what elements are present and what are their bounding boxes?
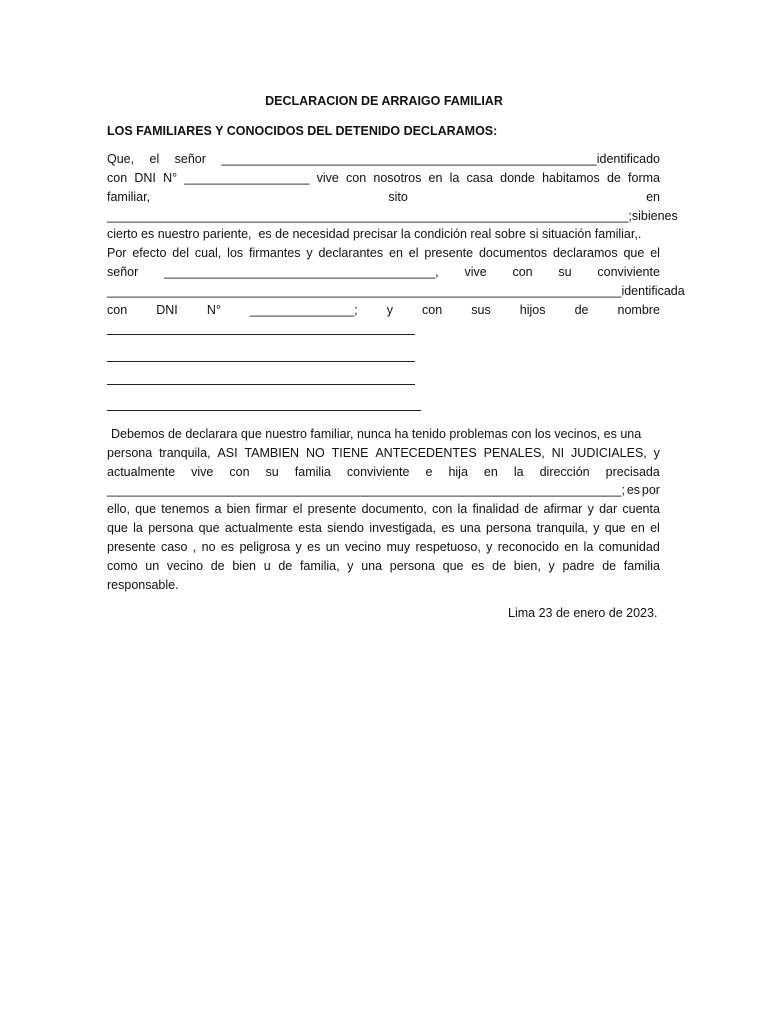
- word: que: [135, 502, 157, 516]
- word: tenemos: [161, 502, 210, 516]
- word: la: [449, 171, 460, 185]
- word: que: [107, 521, 128, 535]
- word: un: [145, 559, 160, 573]
- word: familia,: [299, 559, 340, 573]
- word: bien: [226, 502, 251, 516]
- word: con: [229, 465, 250, 479]
- word: con: [432, 502, 453, 516]
- word: documentos: [478, 246, 548, 260]
- word: __________________________________________________________________________: [107, 284, 622, 298]
- word: reconocido: [497, 540, 559, 554]
- word: de: [210, 559, 225, 573]
- word: la: [583, 540, 594, 554]
- word: su: [265, 465, 279, 479]
- p2-line-7: [107, 538, 660, 557]
- word: bien: [640, 209, 665, 223]
- word: donde: [500, 171, 535, 185]
- p1-line-8: [107, 282, 685, 301]
- word: conviviente: [346, 465, 410, 479]
- word: en: [428, 171, 443, 185]
- word: sito: [388, 190, 408, 204]
- word: no: [201, 540, 216, 554]
- word: el: [650, 246, 660, 260]
- word: es: [626, 483, 641, 497]
- word: y: [593, 521, 600, 535]
- word: ______________________________________________________identificado: [221, 152, 660, 166]
- word: padre: [562, 559, 595, 573]
- word: la: [513, 465, 524, 479]
- word: caso: [161, 540, 188, 554]
- children-name-line-1: [107, 334, 415, 335]
- word: sus: [471, 303, 491, 317]
- word: que: [604, 521, 626, 535]
- word: y: [548, 559, 555, 573]
- word: __________________________________________________________________________;: [107, 483, 625, 497]
- word: NO: [305, 446, 325, 460]
- word: e: [425, 465, 433, 479]
- word: y: [653, 446, 660, 460]
- word: ANTECEDENTES: [375, 446, 477, 460]
- word: nosotros: [373, 171, 422, 185]
- word: en: [630, 521, 645, 535]
- word: señor: [174, 152, 206, 166]
- p2-line-8: [107, 557, 660, 576]
- word: de: [606, 171, 621, 185]
- word: con: [422, 303, 443, 317]
- word: cuenta: [622, 502, 660, 516]
- word: ___________________________________________________________________________;: [107, 209, 632, 223]
- word: el: [408, 246, 419, 260]
- word: actualmente: [107, 465, 176, 479]
- word: persona: [107, 446, 153, 460]
- word: declaramos: [552, 246, 618, 260]
- word: y: [306, 246, 313, 260]
- word: presente: [107, 540, 156, 554]
- word: JUDICIALES,: [571, 446, 647, 460]
- word: conviviente: [597, 265, 660, 279]
- word: firmar: [255, 502, 288, 516]
- p1-line-1: [107, 150, 660, 169]
- p2-line-4: [107, 481, 660, 500]
- word: una: [361, 559, 383, 573]
- word: como: [107, 559, 138, 573]
- word: _______________________________________,: [164, 265, 439, 279]
- word: y: [347, 559, 354, 573]
- word: el: [149, 152, 160, 166]
- word: respetuoso,: [415, 540, 481, 554]
- word: vive: [316, 171, 339, 185]
- word: habitamos: [542, 171, 600, 185]
- word: NI: [551, 446, 565, 460]
- word: u: [263, 559, 271, 573]
- word: y: [295, 540, 302, 554]
- word: comunidad: [598, 540, 660, 554]
- word: vecino: [344, 540, 382, 554]
- word: vecino: [166, 559, 204, 573]
- children-name-line-3: [107, 384, 415, 385]
- word: TIENE: [331, 446, 369, 460]
- word: de: [602, 559, 617, 573]
- word: y: [587, 502, 594, 516]
- word: N°: [163, 171, 178, 185]
- word: ,: [192, 540, 197, 554]
- word: DNI: [134, 171, 156, 185]
- p1-line-6: [107, 244, 660, 263]
- word: de: [278, 559, 293, 573]
- word: tranquila,: [536, 521, 588, 535]
- word: vive: [464, 265, 487, 279]
- word: declarantes: [318, 246, 384, 260]
- word: persona: [148, 521, 194, 535]
- word: y: [486, 540, 493, 554]
- word: nombre: [617, 303, 660, 317]
- p1-line-5: cierto es nuestro pariente, es de necesidad precisar la condición real sobre si situación familiar,.: [107, 227, 642, 241]
- children-name-line-2: [107, 361, 415, 362]
- word: de: [524, 502, 539, 516]
- children-name-line-4: [107, 410, 421, 411]
- word: hijos: [519, 303, 546, 317]
- word: _______________;: [249, 303, 358, 317]
- word: si: [631, 209, 641, 223]
- word: que: [442, 559, 464, 573]
- word: el: [292, 502, 303, 516]
- word: firmantes: [249, 246, 301, 260]
- word: casa: [466, 171, 493, 185]
- word: vive: [191, 465, 214, 479]
- word: __________________: [184, 171, 310, 185]
- word: que: [623, 246, 645, 260]
- word: PENALES,: [483, 446, 545, 460]
- word: esta: [298, 521, 322, 535]
- document-subtitle: LOS FAMILIARES Y CONOCIDOS DEL DETENIDO DECLARAMOS:: [107, 124, 498, 138]
- document-title: DECLARACION DE ARRAIGO FAMILIAR: [265, 94, 503, 108]
- word: investigada,: [369, 521, 437, 535]
- word: es: [664, 209, 678, 223]
- word: Que,: [107, 152, 135, 166]
- p2-line-3: [107, 463, 660, 482]
- word: con: [346, 171, 367, 185]
- word: que: [198, 521, 220, 535]
- word: bien: [232, 559, 256, 573]
- word: en: [564, 540, 579, 554]
- word: es: [220, 540, 235, 554]
- word: peligrosa: [239, 540, 291, 554]
- p2-line-1: Debemos de declarara que nuestro familiar, nunca ha tenido problemas con los vecinos, es una: [111, 427, 642, 441]
- word: el: [650, 521, 660, 535]
- word: a: [214, 502, 222, 516]
- p2-line-6: [107, 519, 660, 538]
- word: la: [457, 502, 468, 516]
- word: ASI: [217, 446, 238, 460]
- p2-line-2: [107, 444, 660, 463]
- word: DNI: [156, 303, 178, 317]
- word: ello,: [107, 502, 130, 516]
- word: con: [512, 265, 533, 279]
- word: actualmente: [224, 521, 293, 535]
- p1-line-3: [107, 188, 660, 207]
- word: siendo: [327, 521, 365, 535]
- word: N°: [206, 303, 221, 317]
- word: señor: [107, 265, 139, 279]
- p1-line-7: [107, 263, 660, 282]
- word: la: [133, 521, 143, 535]
- word: en: [646, 190, 660, 204]
- word: persona: [485, 521, 532, 535]
- word: precisada: [605, 465, 660, 479]
- word: documento,: [361, 502, 427, 516]
- p2-line-5: [107, 500, 660, 519]
- word: presente: [307, 502, 357, 516]
- word: identificada: [621, 284, 685, 298]
- word: tranquila,: [159, 446, 211, 460]
- word: su: [558, 265, 572, 279]
- word: TAMBIEN: [244, 446, 300, 460]
- p1-line-9: [107, 301, 660, 320]
- word: con: [107, 303, 128, 317]
- word: en: [483, 465, 498, 479]
- word: cual,: [194, 246, 222, 260]
- word: una: [459, 521, 481, 535]
- word: por: [641, 483, 660, 497]
- word: familia: [294, 465, 331, 479]
- word: persona: [389, 559, 435, 573]
- word: de: [492, 559, 507, 573]
- word: presente: [424, 246, 474, 260]
- document-date: Lima 23 de enero de 2023.: [508, 606, 658, 620]
- word: es: [471, 559, 485, 573]
- word: dar: [599, 502, 618, 516]
- word: en: [389, 246, 403, 260]
- word: de: [574, 303, 589, 317]
- p1-line-4: [107, 207, 678, 226]
- word: bien,: [513, 559, 541, 573]
- word: finalidad: [472, 502, 520, 516]
- word: del: [172, 246, 189, 260]
- word: efecto: [132, 246, 167, 260]
- word: Por: [107, 246, 127, 260]
- word: muy: [386, 540, 411, 554]
- word: hija: [448, 465, 468, 479]
- word: es: [441, 521, 455, 535]
- word: es: [307, 540, 321, 554]
- word: familia: [623, 559, 660, 573]
- p2-line-9: responsable.: [107, 578, 179, 592]
- word: dirección: [539, 465, 590, 479]
- word: y: [386, 303, 393, 317]
- p1-line-2: [107, 169, 660, 188]
- word: un: [325, 540, 340, 554]
- word: forma: [628, 171, 660, 185]
- word: con: [107, 171, 128, 185]
- word: los: [227, 246, 244, 260]
- word: familiar,: [107, 190, 151, 204]
- word: afirmar: [543, 502, 583, 516]
